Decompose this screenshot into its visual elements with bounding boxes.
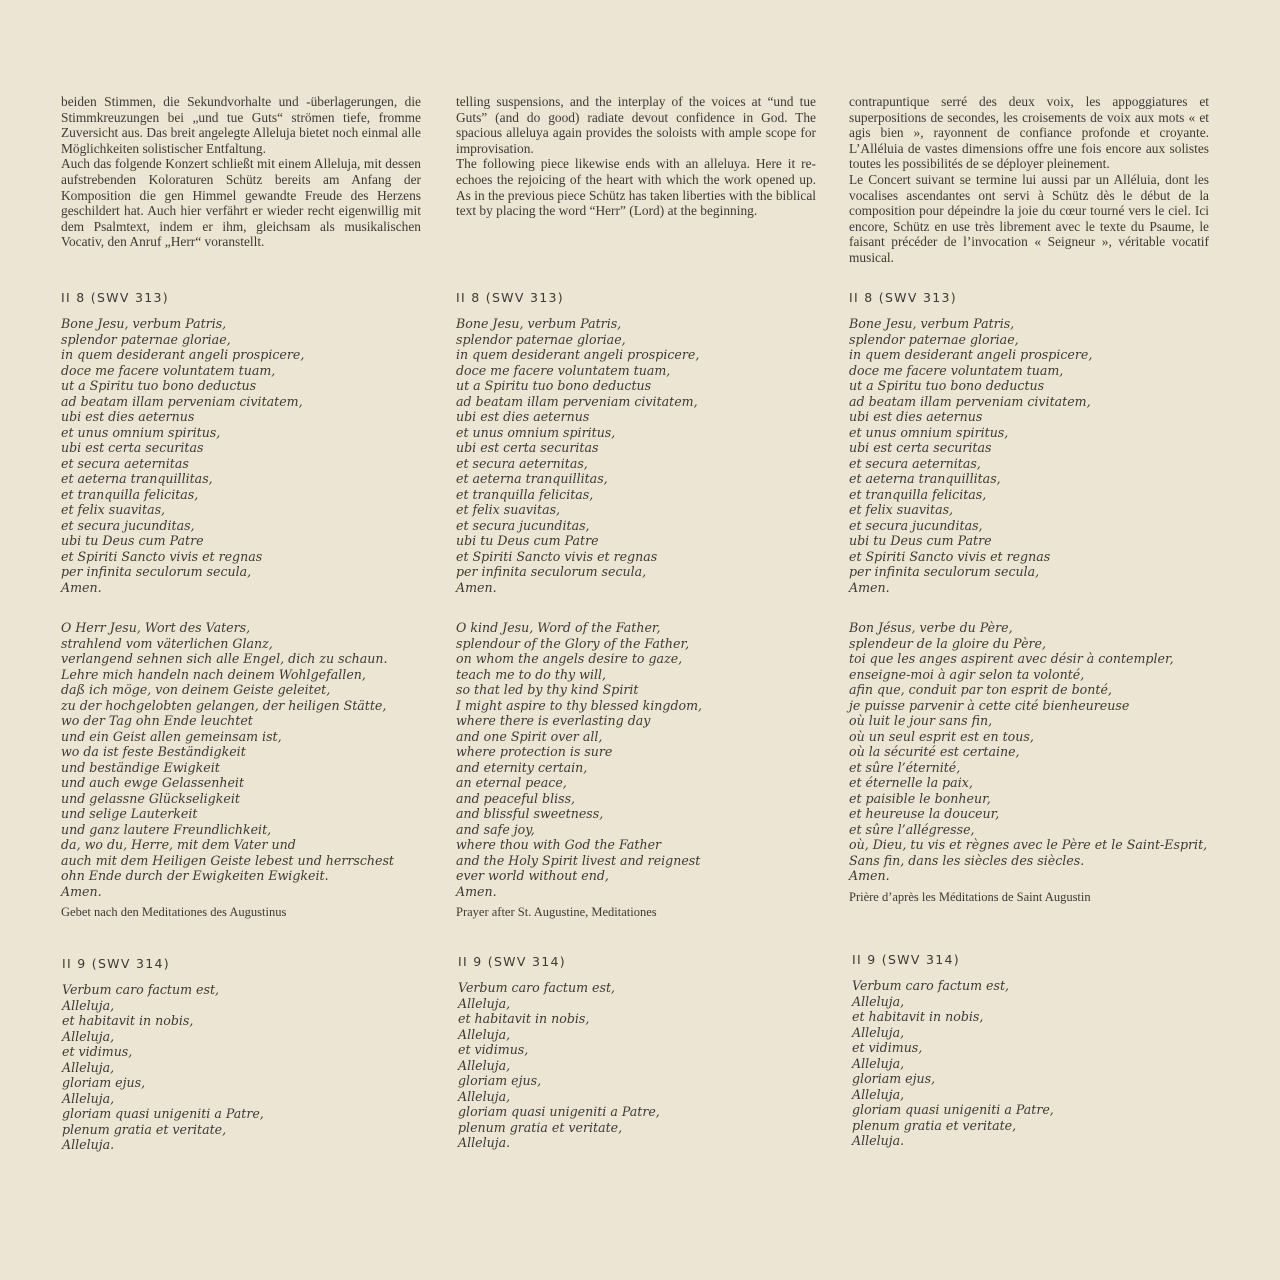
column-french-section-2 bbox=[852, 952, 1212, 1149]
verse-line: Bone Jesu, verbum Patris, bbox=[456, 316, 622, 331]
verse-line: et secura aeternitas bbox=[61, 455, 189, 471]
source-note: Gebet nach den Meditationes des Augustinus bbox=[61, 905, 287, 919]
latin-text bbox=[849, 316, 1209, 602]
verse-line: et tranquilla felicitas, bbox=[849, 486, 987, 502]
verse-line: Alleluja, bbox=[62, 997, 115, 1013]
verse-line: Alleluja. bbox=[458, 1135, 511, 1150]
verse-line: Lehre mich handeln nach deinem Wohlgefallen, bbox=[61, 666, 366, 682]
verse-line: gloriam quasi unigeniti a Patre, bbox=[458, 1104, 660, 1119]
verse-line: Amen. bbox=[849, 868, 890, 883]
latin-text-swv314 bbox=[852, 978, 1212, 1149]
verse-line: Bone Jesu, verbum Patris, bbox=[849, 316, 1015, 331]
verse-line: et vidimus, bbox=[62, 1044, 133, 1059]
verse-line: per infinita seculorum secula, bbox=[849, 564, 1040, 579]
verse-line: et felix suavitas, bbox=[849, 502, 954, 517]
verse-line: gloriam quasi unigeniti a Patre, bbox=[852, 1102, 1054, 1117]
verse-line: et unus omnium spiritus, bbox=[61, 424, 221, 440]
verse-line: Bone Jesu, verbum Patris, bbox=[61, 316, 227, 331]
verse-line: où la sécurité est certaine, bbox=[849, 744, 1020, 759]
verse-line: Alleluja. bbox=[62, 1137, 115, 1152]
column-german-section-2 bbox=[62, 956, 422, 1153]
verse-line: und gelassne Glückseligkeit bbox=[61, 790, 240, 806]
verse-line: on whom the angels desire to gaze, bbox=[456, 651, 683, 666]
latin-text-swv314 bbox=[458, 980, 818, 1151]
verse-line: et secura jucunditas, bbox=[456, 517, 590, 533]
verse-line: Sans fin, dans les siècles des siècles. bbox=[849, 852, 1085, 868]
verse-line: so that led by thy kind Spirit bbox=[456, 682, 639, 697]
verse-line: et aeterna tranquillitas, bbox=[61, 471, 213, 486]
verse-line: Alleluja, bbox=[458, 995, 511, 1011]
section-title-swv314: II 9 (SWV 314) bbox=[62, 956, 170, 971]
verse-line: and peaceful bliss, bbox=[456, 790, 576, 806]
intro-paragraph-2: Auch das folgende Konzert schließt mit einem Alleluja, mit dessen aufstrebenden Koloraturen Schütz bereits am Anfang der Komposition die gen Himmel gewandte Freude des Herzens geschildert hat. Auch hier verfährt er wieder recht eigenwillig mit dem Psalmtext, indem er ihm, gleichsam als musikalischen Vocativ, den Anruf „Herr“ voranstellt. bbox=[61, 156, 421, 250]
section-title-swv313: II 8 (SWV 313) bbox=[456, 290, 564, 305]
verse-line: et unus omnium spiritus, bbox=[849, 424, 1009, 440]
verse-line: et Spiriti Sancto vivis et regnas bbox=[456, 548, 658, 564]
verse-line: plenum gratia et veritate, bbox=[62, 1121, 227, 1137]
verse-line: and one Spirit over all, bbox=[456, 728, 603, 744]
source-note: Prière d’après les Méditations de Saint Augustin bbox=[849, 889, 1091, 904]
verse-line: an eternal peace, bbox=[456, 775, 567, 790]
verse-line: où luit le jour sans fin, bbox=[849, 713, 993, 728]
verse-line: und ein Geist allen gemeinsam ist, bbox=[61, 728, 282, 744]
verse-line: verlangend sehnen sich alle Engel, dich zu schaun. bbox=[61, 651, 388, 666]
verse-line: et Spiriti Sancto vivis et regnas bbox=[61, 548, 263, 564]
verse-line: Amen. bbox=[61, 579, 102, 595]
section-title-swv314: II 9 (SWV 314) bbox=[852, 952, 960, 967]
verse-line: Alleluja, bbox=[458, 1057, 511, 1073]
verse-line: et tranquilla felicitas, bbox=[61, 486, 199, 502]
verse-line: wo da ist feste Beständigkeit bbox=[61, 744, 246, 759]
latin-text bbox=[456, 316, 816, 602]
verse-line: ut a Spiritu tuo bono deductus bbox=[456, 378, 652, 393]
translation-text bbox=[456, 620, 816, 899]
verse-line: O kind Jesu, Word of the Father, bbox=[456, 620, 661, 635]
verse-line: and eternity certain, bbox=[456, 759, 588, 775]
verse-line: où un seul esprit est en tous, bbox=[849, 728, 1034, 744]
verse-line: O Herr Jesu, Wort des Vaters, bbox=[61, 620, 251, 635]
verse-line: et habitavit in nobis, bbox=[852, 1009, 984, 1024]
verse-line: et sûre l’allégresse, bbox=[849, 821, 975, 837]
verse-line: splendor paternae gloriae, bbox=[849, 331, 1019, 347]
verse-line: in quem desiderant angeli prospicere, bbox=[61, 347, 305, 362]
verse-line: wo der Tag ohn Ende leuchtet bbox=[61, 713, 253, 728]
verse-line: gloriam ejus, bbox=[852, 1071, 936, 1086]
verse-line: ohn Ende durch der Ewigkeiten Ewigkeit. bbox=[61, 868, 329, 883]
verse-line: Amen. bbox=[61, 883, 102, 899]
verse-line: teach me to do thy will, bbox=[456, 666, 607, 682]
verse-line: et habitavit in nobis, bbox=[62, 1013, 194, 1028]
verse-line: ubi tu Deus cum Patre bbox=[456, 533, 599, 548]
verse-line: in quem desiderant angeli prospicere, bbox=[456, 347, 700, 362]
verse-line: Alleluja, bbox=[852, 1086, 905, 1102]
verse-line: daß ich möge, von deinem Geiste geleitet, bbox=[61, 682, 331, 697]
column-german bbox=[61, 94, 421, 923]
verse-line: et vidimus, bbox=[458, 1042, 529, 1057]
verse-line: Alleluja, bbox=[458, 1088, 511, 1104]
intro-text bbox=[456, 94, 816, 290]
verse-line: ubi tu Deus cum Patre bbox=[849, 533, 992, 548]
verse-line: und auch ewge Gelassenheit bbox=[61, 775, 245, 790]
verse-line: gloriam ejus, bbox=[458, 1073, 542, 1088]
verse-line: und selige Lauterkeit bbox=[61, 806, 198, 821]
column-english bbox=[456, 94, 816, 923]
verse-line: per infinita seculorum secula, bbox=[456, 564, 647, 579]
verse-line: doce me facere voluntatem tuam, bbox=[456, 362, 671, 378]
section-title-swv313: II 8 (SWV 313) bbox=[61, 290, 169, 305]
intro-text bbox=[849, 94, 1209, 290]
verse-line: splendor paternae gloriae, bbox=[456, 331, 626, 347]
verse-line: et felix suavitas, bbox=[61, 502, 166, 517]
verse-line: plenum gratia et veritate, bbox=[852, 1117, 1017, 1133]
verse-line: splendour of the Glory of the Father, bbox=[456, 635, 690, 651]
verse-line: splendeur de la gloire du Père, bbox=[849, 635, 1047, 651]
verse-line: Amen. bbox=[849, 579, 890, 595]
verse-line: Verbum caro factum est, bbox=[458, 980, 616, 995]
verse-line: da, wo du, Herre, mit dem Vater und bbox=[61, 837, 296, 852]
verse-line: doce me facere voluntatem tuam, bbox=[61, 362, 276, 378]
verse-line: per infinita seculorum secula, bbox=[61, 564, 252, 579]
verse-line: strahlend vom väterlichen Glanz, bbox=[61, 635, 273, 651]
verse-line: et secura jucunditas, bbox=[849, 517, 983, 533]
verse-line: und ganz lautere Freundlichkeit, bbox=[61, 821, 272, 837]
verse-line: Alleluja, bbox=[62, 1028, 115, 1044]
verse-line: Alleluja, bbox=[62, 1090, 115, 1106]
verse-line: where protection is sure bbox=[456, 744, 613, 759]
verse-line: Amen. bbox=[456, 579, 497, 595]
verse-line: et unus omnium spiritus, bbox=[456, 424, 616, 440]
verse-line: toi que les anges aspirent avec désir à contempler, bbox=[849, 651, 1174, 666]
verse-line: auch mit dem Heiligen Geiste lebest und herrschest bbox=[61, 852, 394, 868]
verse-line: Alleluja, bbox=[852, 993, 905, 1009]
verse-line: plenum gratia et veritate, bbox=[458, 1119, 623, 1135]
verse-line: et felix suavitas, bbox=[456, 502, 561, 517]
verse-line: et aeterna tranquillitas, bbox=[849, 471, 1001, 486]
verse-line: ubi est certa securitas bbox=[456, 440, 599, 455]
verse-line: afin que, conduit par ton esprit de bonté, bbox=[849, 682, 1112, 697]
verse-line: où, Dieu, tu vis et règnes avec le Père et le Saint-Esprit, bbox=[849, 837, 1208, 852]
verse-line: Alleluja. bbox=[852, 1133, 905, 1148]
verse-line: ut a Spiritu tuo bono deductus bbox=[61, 378, 257, 393]
translation-text bbox=[849, 620, 1209, 884]
verse-line: ad beatam illam perveniam civitatem, bbox=[61, 393, 303, 409]
intro-paragraph-2: The following piece likewise ends with an alleluya. Here it re-echoes the rejoicing of the heart with which the work opened up. As in the previous piece Schütz has taken liberties with the biblical text by placing the word “Herr” (Lord) at the beginning. bbox=[456, 156, 816, 219]
section-title-swv314: II 9 (SWV 314) bbox=[458, 954, 566, 969]
verse-line: et vidimus, bbox=[852, 1040, 923, 1055]
verse-line: et tranquilla felicitas, bbox=[456, 486, 594, 502]
verse-line: Alleluja, bbox=[852, 1024, 905, 1040]
verse-line: et secura jucunditas, bbox=[61, 517, 195, 533]
latin-text bbox=[61, 316, 421, 602]
verse-line: et paisible le bonheur, bbox=[849, 790, 991, 806]
verse-line: ad beatam illam perveniam civitatem, bbox=[849, 393, 1091, 409]
verse-line: et heureuse la douceur, bbox=[849, 806, 1000, 821]
verse-line: where there is everlasting day bbox=[456, 713, 651, 728]
column-english-section-2 bbox=[458, 954, 818, 1151]
verse-line: ubi est certa securitas bbox=[849, 440, 992, 455]
latin-text-swv314 bbox=[62, 982, 422, 1153]
verse-line: et sûre l’éternité, bbox=[849, 759, 961, 775]
verse-line: Bon Jésus, verbe du Père, bbox=[849, 620, 1013, 635]
intro-text bbox=[61, 94, 421, 290]
verse-line: doce me facere voluntatem tuam, bbox=[849, 362, 1064, 378]
verse-line: in quem desiderant angeli prospicere, bbox=[849, 347, 1093, 362]
verse-line: zu der hochgelobten gelangen, der heiligen Stätte, bbox=[61, 697, 387, 713]
intro-paragraph-1: beiden Stimmen, die Sekundvorhalte und -überlagerungen, die Stimmkreuzungen bei „und tue Guts“ strömen tiefe, fromme Zuversicht aus. Das breit angelegte Alleluja bietet noch einmal alle Möglichkeiten solistischer Entfaltung. bbox=[61, 94, 421, 156]
verse-line: gloriam ejus, bbox=[62, 1075, 146, 1090]
verse-line: et éternelle la paix, bbox=[849, 775, 973, 790]
column-french bbox=[849, 94, 1209, 908]
verse-line: ubi est dies aeternus bbox=[61, 409, 195, 424]
verse-line: et secura aeternitas, bbox=[849, 455, 981, 471]
verse-line: Verbum caro factum est, bbox=[852, 978, 1010, 993]
verse-line: ubi est dies aeternus bbox=[849, 409, 983, 424]
verse-line: et aeterna tranquillitas, bbox=[456, 471, 608, 486]
intro-paragraph-1: contrapuntique serré des deux voix, les appoggiatures et superpositions de secondes, les croisements de voix aux mots « et agis bien », rayonnent de confiance profonde et croyante. L’Alléluia de vastes dimensions offre une fois encore aux solistes toutes les possibilités de se déployer pleinement. bbox=[849, 94, 1209, 172]
verse-line: enseigne-moi à agir selon ta volonté, bbox=[849, 666, 1085, 682]
verse-line: et Spiriti Sancto vivis et regnas bbox=[849, 548, 1051, 564]
source-note: Prayer after St. Augustine, Meditationes bbox=[456, 905, 657, 919]
verse-line: Amen. bbox=[456, 883, 497, 899]
verse-line: and blissful sweetness, bbox=[456, 806, 604, 821]
intro-paragraph-1: telling suspensions, and the interplay of the voices at “und tue Guts” (and do good) radiate devout confidence in God. The spacious alleluya again provides the soloists with ample scope for improvisation. bbox=[456, 94, 816, 156]
intro-paragraph-2: Le Concert suivant se termine lui aussi par un Alléluia, dont les vocalises ascendantes ont servi à Schütz dès le début de la composition pour dépeindre la joie du cœur tourné vers le ciel. Ici encore, Schütz en use très librement avec le texte du Psaume, le faisant précéder de l’invocation « Seigneur », véritable vocatif musical. bbox=[849, 171, 1209, 265]
verse-line: Verbum caro factum est, bbox=[62, 982, 220, 997]
verse-line: ever world without end, bbox=[456, 868, 609, 883]
verse-line: ubi est certa securitas bbox=[61, 440, 204, 455]
verse-line: ubi tu Deus cum Patre bbox=[61, 533, 204, 548]
section-title-swv313: II 8 (SWV 313) bbox=[849, 290, 957, 305]
verse-line: et secura aeternitas, bbox=[456, 455, 588, 471]
verse-line: where thou with God the Father bbox=[456, 837, 662, 852]
verse-line: et habitavit in nobis, bbox=[458, 1011, 590, 1026]
verse-line: gloriam quasi unigeniti a Patre, bbox=[62, 1106, 264, 1121]
verse-line: ubi est dies aeternus bbox=[456, 409, 590, 424]
verse-line: je puisse parvenir à cette cité bienheureuse bbox=[849, 697, 1130, 713]
verse-line: ut a Spiritu tuo bono deductus bbox=[849, 378, 1045, 393]
verse-line: Alleluja, bbox=[458, 1026, 511, 1042]
verse-line: I might aspire to thy blessed kingdom, bbox=[456, 697, 703, 713]
verse-line: Alleluja, bbox=[852, 1055, 905, 1071]
verse-line: splendor paternae gloriae, bbox=[61, 331, 231, 347]
verse-line: Alleluja, bbox=[62, 1059, 115, 1075]
verse-line: und beständige Ewigkeit bbox=[61, 759, 220, 775]
verse-line: and the Holy Spirit livest and reignest bbox=[456, 852, 701, 868]
translation-text bbox=[61, 620, 421, 899]
verse-line: ad beatam illam perveniam civitatem, bbox=[456, 393, 698, 409]
verse-line: and safe joy, bbox=[456, 821, 535, 837]
